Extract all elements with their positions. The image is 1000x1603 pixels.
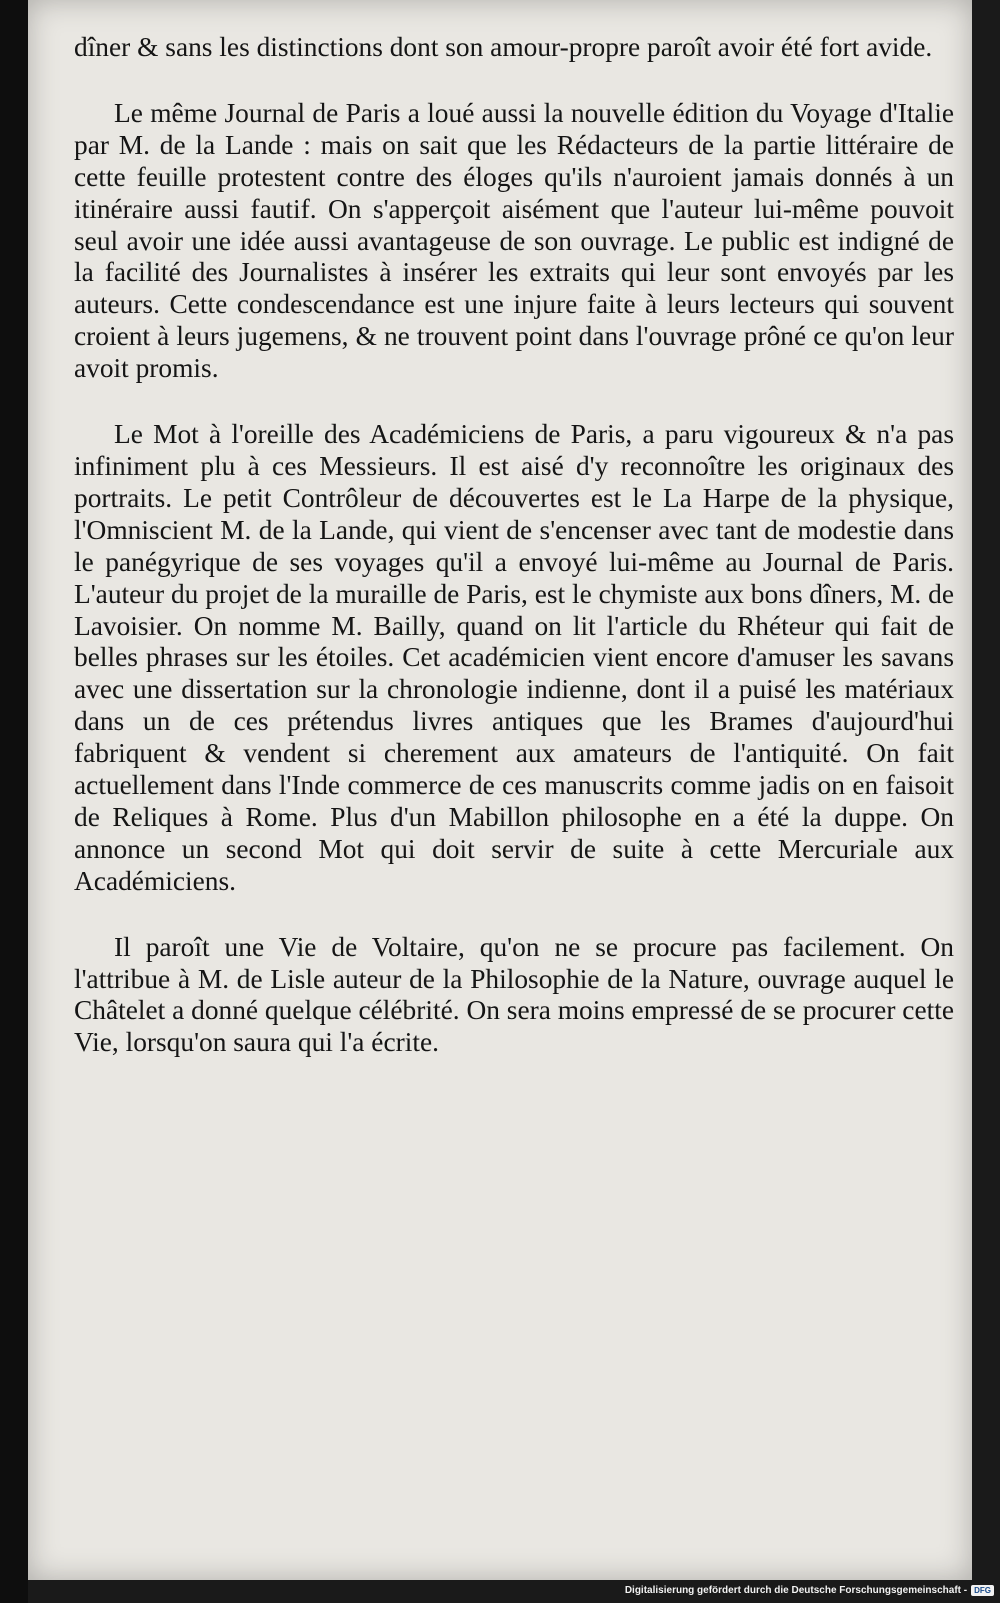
digitization-footer bbox=[625, 1581, 994, 1599]
scan-left-edge bbox=[0, 0, 28, 1603]
paragraph-continuation: dîner & sans les distinctions dont son amour-propre paroît avoir été fort avide. bbox=[74, 32, 933, 62]
book-page bbox=[28, 0, 972, 1580]
dfg-logo: DFG bbox=[971, 1585, 994, 1596]
page-text bbox=[74, 32, 954, 1059]
footer-credit: Digitalisierung gefördert durch die Deutsche Forschungsgemeinschaft - bbox=[624, 1584, 968, 1596]
paragraph-journal-de-paris: Le même Journal de Paris a loué aussi la nouvelle édition du Voyage d'Italie par M. de la Lande : mais on sait que les Rédacteurs de la partie littéraire de cette feuille protestent contre des éloges qu'ils n'auroient jamais donnés à un itinéraire aussi fautif. On s'apperçoit aisément que l'auteur lui-même pouvoit seul avoir une idée aussi avantageuse de son ouvrage. Le public est indigné de la facilité des Journalistes à insérer les extraits qui leur sont envoyés par les auteurs. Cette condescendance est une injure faite à leurs lecteurs qui souvent croient à leurs jugemens, & ne trouvent point dans l'ouvrage prôné ce qu'on leur avoit promis. bbox=[74, 97, 954, 384]
paragraph-vie-de-voltaire: Il paroît une Vie de Voltaire, qu'on ne se procure pas facilement. On l'attribue à M. de Lisle auteur de la Philosophie de la Nature, ouvrage auquel le Châtelet a donné quelque célébrité. On sera moins empressé de se procurer cette Vie, lorsqu'on saura qui l'a écrite. bbox=[74, 931, 954, 1058]
paragraph-mot-oreille: Le Mot à l'oreille des Académiciens de Paris, a paru vigoureux & n'a pas infiniment plu à ces Messieurs. Il est aisé d'y reconnoître les originaux des portraits. Le petit Contrôleur de découvertes est le La Harpe de la physique, l'Omniscient M. de la Lande, qui vient de s'encenser avec tant de modestie dans le panégyrique de ses voyages qu'il a envoyé lui-même au Journal de Paris. L'auteur du projet de la muraille de Paris, est le chymiste aux bons dîners, M. de Lavoisier. On nomme M. Bailly, quand on lit l'article du Rhéteur qui fait de belles phrases sur les étoiles. Cet académicien vient encore d'amuser les savans avec une dissertation sur la chronologie indienne, dont il a puisé les matériaux dans un de ces prétendus livres antiques que les Brames d'aujourd'hui fabriquent & vendent si cherement aux amateurs de l'antiquité. On fait actuellement dans l'Inde commerce de ces manuscrits comme jadis on en faisoit de Reliques à Rome. Plus d'un Mabillon philosophe en a été la duppe. On annonce un second Mot qui doit servir de suite à cette Mercuriale aux Académiciens. bbox=[74, 419, 954, 896]
